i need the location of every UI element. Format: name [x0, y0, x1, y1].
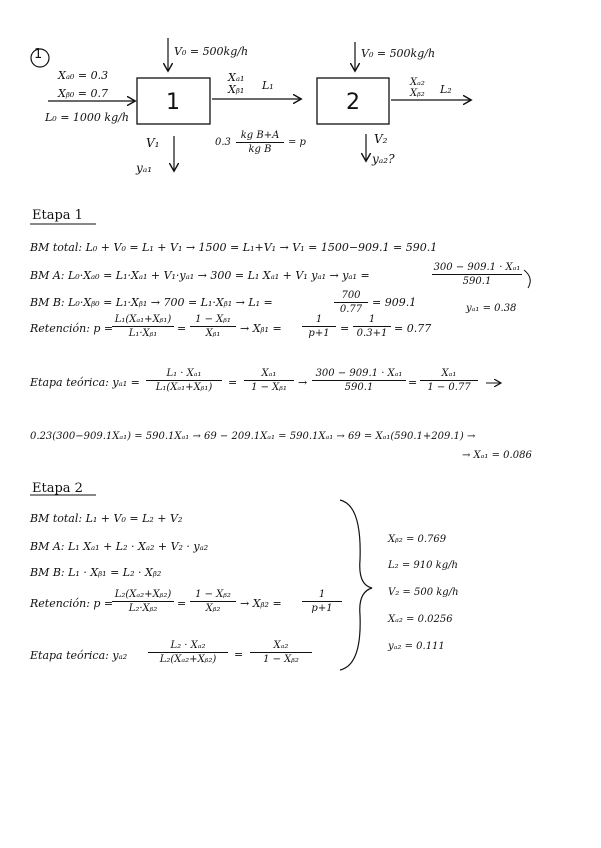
teo2-f2-den: 1 − Xᵦ₂ — [263, 654, 299, 665]
bm-b-num: 700 — [341, 290, 361, 301]
bm-b-den: 0.77 — [339, 304, 363, 315]
etapa1-solve-line: 0.23(300−909.1Xₐ₁) = 590.1Xₐ₁ → 69 − 209.1Xₐ₁ = 590.1Xₐ₁ → 69 = Xₐ₁(590.1+209.1) → — [30, 431, 476, 442]
etapa2-teo-label: Etapa teórica: yₐ₂ — [30, 649, 128, 662]
etapa2-heading: Etapa 2 — [32, 481, 83, 496]
ret1-result: = 0.77 — [394, 322, 432, 335]
ret1-f1-den: L₁·Xᵦ₁ — [128, 328, 158, 339]
teo2-eq1: = — [234, 648, 244, 661]
teo1-arrow1: → — [298, 376, 308, 389]
ret2-eq1: = — [177, 597, 187, 610]
etapa1-ya1-result: yₐ₁ = 0.38 — [466, 303, 517, 314]
etapa1-teo-label: Etapa teórica: yₐ₁ = — [30, 376, 140, 389]
etapa2-ret-label: Retención: p = — [30, 597, 114, 610]
etapa1-bm-a-fraction — [432, 262, 522, 287]
teo1-f4-num: Xₐ₁ — [441, 368, 457, 379]
p-numerator: kg B+A — [240, 130, 280, 141]
stage-1-label: 1 — [166, 90, 180, 115]
out-xb2: Xᵦ₂ — [410, 88, 425, 99]
out-xa2: Xₐ₂ — [410, 77, 425, 88]
teo1-f2-den: 1 − Xᵦ₁ — [251, 382, 287, 393]
v2-label: V₂ — [374, 132, 388, 146]
etapa2-bm-a: BM A: L₁ Xₐ₁ + L₂ · Xₐ₂ + V₂ · yₐ₂ — [30, 540, 209, 553]
etapa2-brace — [340, 500, 372, 670]
ret2-f1-den: L₂·Xᵦ₂ — [128, 603, 158, 614]
teo1-f3-den: 590.1 — [344, 382, 374, 393]
teo2-f1 — [148, 640, 228, 665]
ret1-mid: → Xᵦ₁ = — [240, 322, 282, 335]
ret1-f1 — [112, 314, 174, 339]
etapa1-solve-result: → Xₐ₁ = 0.086 — [462, 450, 532, 461]
ret1-eq1: = — [177, 322, 187, 335]
teo1-f2-num: Xₐ₁ — [261, 368, 277, 379]
inlet-l0: L₀ = 1000 kg/h — [45, 111, 129, 124]
ret2-f2-num: 1 − Xᵦ₂ — [195, 589, 231, 600]
ret1-f3-den: p+1 — [308, 328, 330, 339]
teo1-f4-den: 1 − 0.77 — [427, 382, 471, 393]
teo2-f2-num: Xₐ₂ — [273, 640, 289, 651]
teo1-f3 — [312, 368, 406, 393]
ret2-f3 — [302, 589, 342, 614]
etapa2-bm-b: BM B: L₁ · Xᵦ₁ = L₂ · Xᵦ₂ — [30, 566, 162, 579]
problem-number: 1 — [34, 47, 43, 62]
etapa2-result-xb2: Xᵦ₂ = 0.769 — [388, 534, 447, 545]
teo1-f3-num: 300 − 909.1 · Xₐ₁ — [315, 368, 403, 379]
etapa1-bm-a: BM A: L₀·Xₐ₀ = L₁·Xₐ₁ + V₁·yₐ₁ → 300 = L₁ Xₐ₁ + V₁ yₐ₁ → yₐ₁ = — [30, 269, 370, 282]
ret1-f4-den: 0.3+1 — [356, 328, 388, 339]
out-l1: L₁ — [262, 79, 274, 92]
p-fraction — [236, 130, 284, 155]
ret1-f3-num: 1 — [315, 314, 323, 325]
ret2-f1 — [112, 589, 174, 614]
etapa2-result-l2: L₂ = 910 kg/h — [388, 560, 458, 571]
inlet-xb0: Xᵦ₀ = 0.7 — [58, 87, 108, 100]
ret1-f4-num: 1 — [368, 314, 376, 325]
out-xa1: Xₐ₁ — [228, 71, 245, 84]
teo1-f4 — [420, 368, 478, 393]
ret2-f3-den: p+1 — [311, 603, 333, 614]
etapa1-bm-b-fraction — [334, 290, 368, 315]
p-prefix: 0.3 — [215, 137, 231, 148]
ret2-mid: → Xᵦ₂ = — [240, 597, 282, 610]
ret2-f3-num: 1 — [318, 589, 326, 600]
v0-label-2: V₀ = 500kg/h — [361, 47, 436, 60]
ret1-f1-num: L₁(Xₐ₁+Xᵦ₁) — [114, 314, 172, 325]
ret1-f2 — [190, 314, 236, 339]
ret2-f2-den: Xᵦ₂ — [205, 603, 221, 614]
ret1-eq2: = — [340, 322, 350, 335]
ret2-f1-num: L₂(Xₐ₂+Xᵦ₂) — [114, 589, 172, 600]
stage-2-label: 2 — [346, 90, 360, 115]
ya1-label: yₐ₁ — [136, 161, 153, 175]
ret1-f2-num: 1 − Xᵦ₁ — [195, 314, 231, 325]
teo1-eq1: = — [228, 376, 238, 389]
out-l2: L₂ — [440, 83, 452, 96]
ret1-f2-den: Xᵦ₁ — [205, 328, 221, 339]
etapa2-result-ya2: yₐ₂ = 0.111 — [388, 641, 445, 652]
bm-a-den: 590.1 — [462, 276, 492, 287]
teo1-f1-den: L₁(Xₐ₁+Xᵦ₁) — [155, 382, 213, 393]
etapa1-bm-b: BM B: L₀·Xᵦ₀ = L₁·Xᵦ₁ → 700 = L₁·Xᵦ₁ → L₁ = — [30, 296, 273, 309]
bma-bracket — [524, 270, 530, 288]
v0-label-1: V₀ = 500kg/h — [174, 45, 249, 58]
etapa1-ret-label: Retención: p = — [30, 322, 114, 335]
bm-a-num: 300 − 909.1 · Xₐ₁ — [433, 262, 521, 273]
etapa1-heading: Etapa 1 — [32, 208, 83, 223]
p-suffix: = p — [288, 137, 306, 148]
etapa2-result-xa2: Xₐ₂ = 0.0256 — [388, 614, 453, 625]
teo1-eq2: = — [408, 376, 418, 389]
ret1-f4 — [353, 314, 391, 339]
v1-label: V₁ — [146, 136, 160, 150]
ret1-f3 — [302, 314, 336, 339]
ret2-f2 — [190, 589, 236, 614]
teo2-f1-num: L₂ · Xₐ₂ — [170, 640, 206, 651]
teo1-f2 — [244, 368, 294, 393]
inlet-xa0: Xₐ₀ = 0.3 — [58, 69, 109, 82]
ya2-label: yₐ₂? — [372, 152, 395, 166]
out-xb1: Xᵦ₁ — [228, 83, 245, 96]
teo2-f2 — [250, 640, 312, 665]
teo1-f1-num: L₁ · Xₐ₁ — [166, 368, 202, 379]
teo2-f1-den: L₂(Xₐ₂+Xᵦ₂) — [159, 654, 217, 665]
etapa1-bm-total: BM total: L₀ + V₀ = L₁ + V₁ → 1500 = L₁+V₁ → V₁ = 1500−909.1 = 590.1 — [30, 241, 438, 254]
teo1-f1 — [146, 368, 222, 393]
p-denominator: kg B — [248, 144, 272, 155]
etapa2-result-v2: V₂ = 500 kg/h — [388, 587, 459, 598]
etapa2-bm-total: BM total: L₁ + V₀ = L₂ + V₂ — [30, 512, 183, 525]
etapa1-bm-b-result: = 909.1 — [372, 296, 417, 309]
